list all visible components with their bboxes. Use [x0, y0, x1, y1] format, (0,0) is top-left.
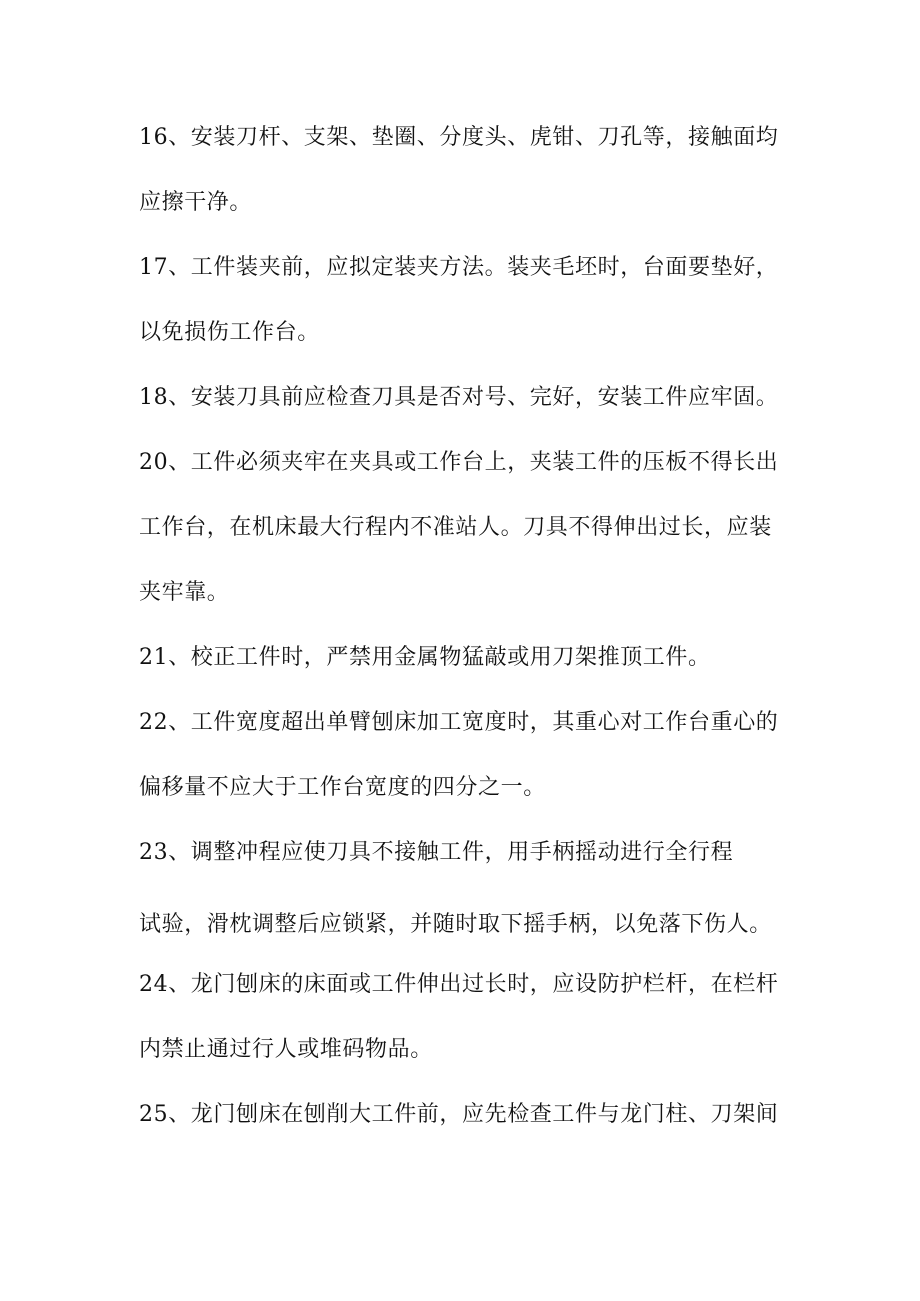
text-line: 20、工件必须夹牢在夹具或工作台上，夹装工件的压板不得长出	[139, 450, 779, 475]
text-line: 25、龙门刨床在刨削大工件前，应先检查工件与龙门柱、刀架间	[139, 1102, 779, 1127]
text-line: 24、龙门刨床的床面或工件伸出过长时，应设防护栏杆，在栏杆	[139, 972, 779, 997]
text-line: 试验，滑枕调整后应锁紧，并随时取下摇手柄，以免落下伤人。	[139, 912, 772, 937]
text-line: 应擦干净。	[139, 190, 253, 215]
text-line: 21、校正工件时，严禁用金属物猛敲或用刀架推顶工件。	[139, 645, 711, 670]
text-line: 16、安装刀杆、支架、垫圈、分度头、虎钳、刀孔等，接触面均	[139, 125, 779, 150]
text-line: 以免损伤工作台。	[139, 320, 320, 345]
text-line: 22、工件宽度超出单臂刨床加工宽度时，其重心对工作台重心的	[139, 710, 779, 735]
text-line: 23、调整冲程应使刀具不接触工件，用手柄摇动进行全行程	[139, 840, 734, 865]
text-line: 内禁止通过行人或堆码物品。	[139, 1037, 433, 1062]
text-line: 夹牢靠。	[139, 580, 230, 605]
text-line: 17、工件装夹前，应拟定装夹方法。装夹毛坯时，台面要垫好，	[139, 255, 779, 280]
text-line: 工作台，在机床最大行程内不准站人。刀具不得伸出过长，应装	[139, 515, 772, 540]
text-line: 偏移量不应大于工作台宽度的四分之一。	[139, 775, 546, 800]
text-line: 18、安装刀具前应检查刀具是否对号、完好，安装工件应牢固。	[139, 385, 779, 410]
